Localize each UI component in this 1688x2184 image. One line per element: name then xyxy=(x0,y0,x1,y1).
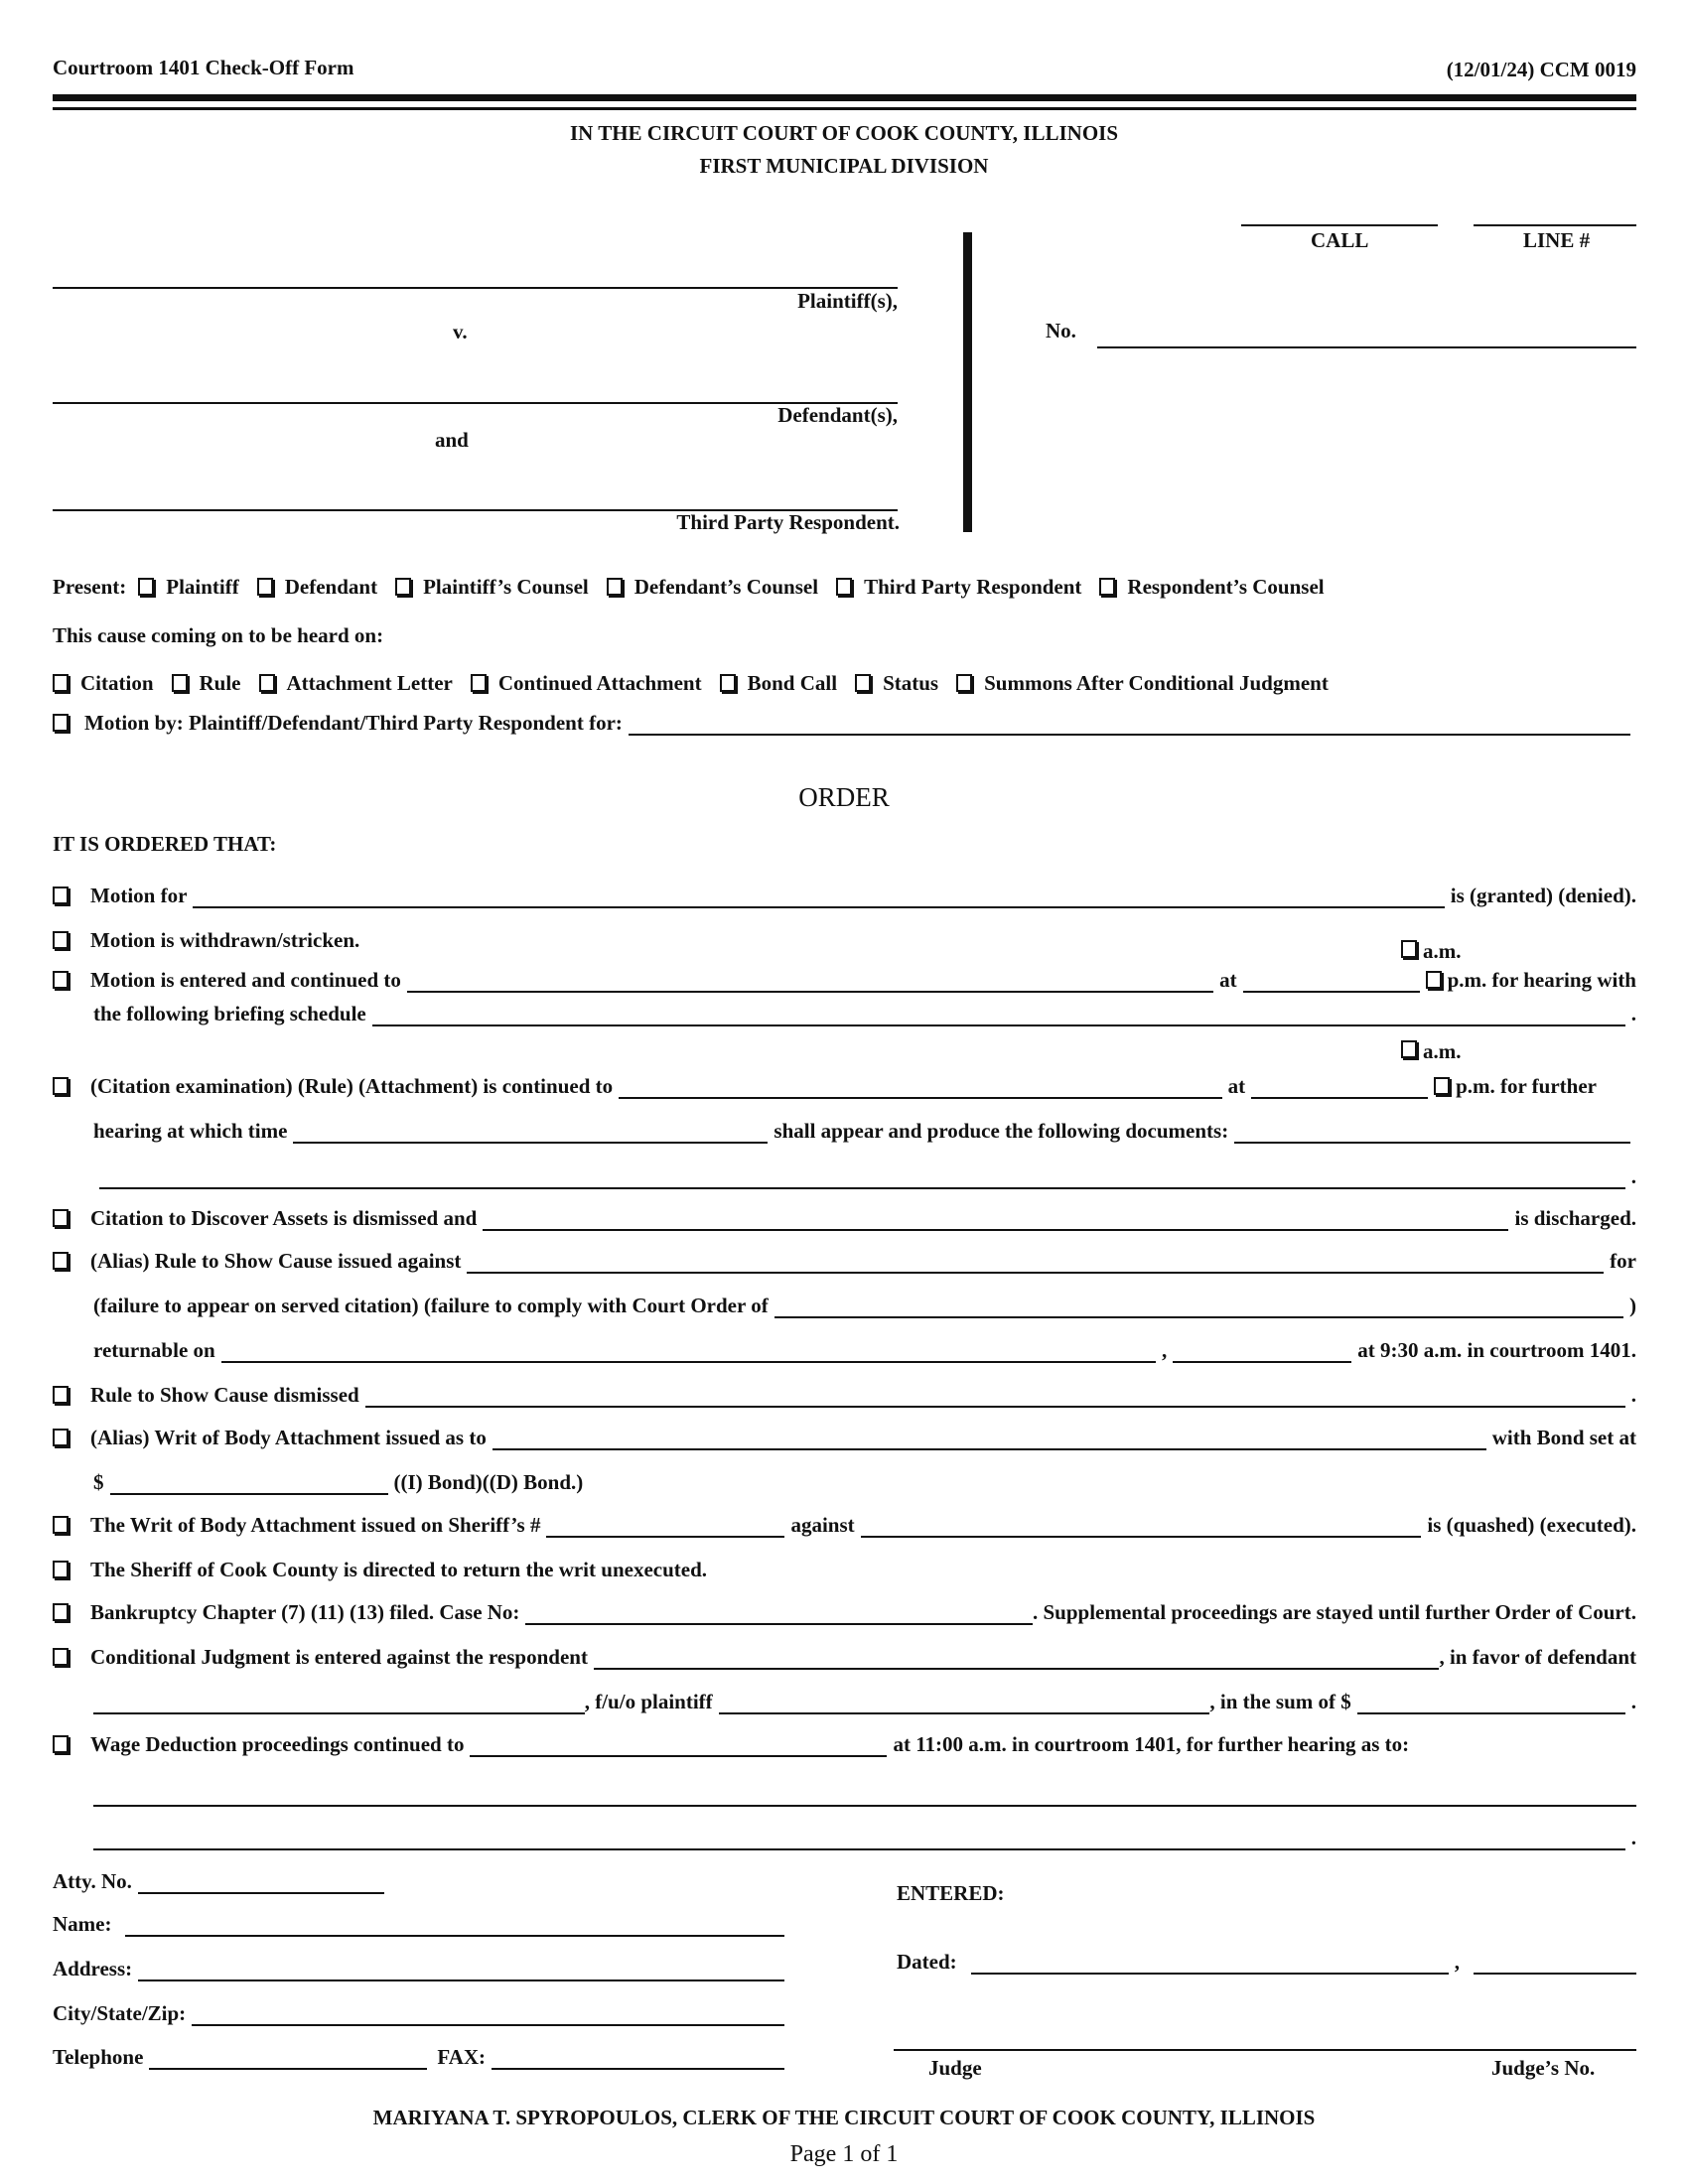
court-name: IN THE CIRCUIT COURT OF COOK COUNTY, ILLINOIS xyxy=(570,121,1118,145)
call-label: CALL xyxy=(1311,228,1369,252)
rule-dismissed-row: Rule to Show Cause dismissed . xyxy=(53,1380,1636,1408)
motion-for-row: Motion for is (granted) (denied). xyxy=(53,881,1636,908)
checkbox[interactable] xyxy=(53,1561,69,1578)
form-code: (12/01/24) CCM 0019 xyxy=(1446,58,1636,81)
continued-time-field[interactable] xyxy=(1243,969,1420,993)
wage-date-field[interactable] xyxy=(470,1733,887,1757)
dated-row: Dated: , xyxy=(897,1947,1636,1975)
checkbox[interactable] xyxy=(53,1429,69,1446)
cause-summons[interactable]: Summons After Conditional Judgment xyxy=(956,671,1329,696)
cause-citation[interactable]: Citation xyxy=(53,671,154,696)
present-defendant[interactable]: Defendant xyxy=(257,575,377,600)
clerk-name: MARIYANA T. SPYROPOULOS, CLERK OF THE CIRCUIT COURT OF COOK COUNTY, ILLINOIS xyxy=(372,2106,1316,2129)
withdrawn-row: Motion is withdrawn/stricken. xyxy=(53,925,1636,953)
third-party-label: Third Party Respondent. xyxy=(676,510,900,534)
writ-against-field[interactable] xyxy=(861,1514,1422,1538)
bankruptcy-case-field[interactable] xyxy=(525,1601,1033,1625)
checkbox[interactable] xyxy=(1401,1040,1417,1058)
judge-label: Judge xyxy=(928,2056,982,2080)
name-field[interactable] xyxy=(125,1913,784,1937)
cause-status[interactable]: Status xyxy=(855,671,938,696)
call-field[interactable] xyxy=(1241,224,1438,226)
fax-field[interactable] xyxy=(492,2046,784,2070)
checkbox[interactable] xyxy=(53,1209,69,1227)
hearing-time-row: hearing at which time shall appear and produce the following documents: xyxy=(93,1116,1636,1144)
cause-attachment-letter[interactable]: Attachment Letter xyxy=(259,671,453,696)
checkbox[interactable] xyxy=(53,1603,69,1621)
sheriff-number-field[interactable] xyxy=(546,1514,784,1538)
citation-date-field[interactable] xyxy=(619,1075,1221,1099)
versus-label: v. xyxy=(453,320,468,343)
returnable-row: returnable on , at 9:30 a.m. in courtroom 1401. xyxy=(93,1338,1636,1362)
checkbox[interactable] xyxy=(259,674,275,692)
and-label: and xyxy=(435,428,469,452)
motion-by-row: Motion by: Plaintiff/Defendant/Third Party Respondent for: xyxy=(53,708,1636,736)
checkbox[interactable] xyxy=(1401,940,1417,958)
returnable-date-field[interactable] xyxy=(221,1339,1156,1363)
line-number-label: LINE # xyxy=(1523,228,1591,252)
motion-continued-row: Motion is entered and continued to at p.m. for hearing with xyxy=(53,965,1636,993)
present-label: Present: xyxy=(53,575,127,599)
wage-hearing-row-2: . xyxy=(93,1823,1636,1850)
rule-dismissed-field[interactable] xyxy=(365,1384,1625,1408)
checkbox[interactable] xyxy=(53,1077,69,1095)
checkbox[interactable] xyxy=(138,578,154,596)
documents-row-2: . xyxy=(93,1161,1636,1189)
plaintiff-fuo-field[interactable] xyxy=(719,1691,1210,1714)
briefing-field[interactable] xyxy=(372,1003,1625,1026)
continued-date-field[interactable] xyxy=(407,969,1213,993)
documents-field-2[interactable] xyxy=(99,1165,1625,1189)
dated-field[interactable] xyxy=(971,1951,1449,1975)
present-third-party[interactable]: Third Party Respondent xyxy=(836,575,1081,600)
present-row xyxy=(53,572,1636,600)
telephone-field[interactable] xyxy=(149,2046,427,2070)
rule-against-field[interactable] xyxy=(467,1250,1604,1274)
sum-field[interactable] xyxy=(1357,1691,1625,1714)
present-respondent-counsel[interactable]: Respondent’s Counsel xyxy=(1099,575,1324,600)
judge-signature-field[interactable] xyxy=(894,2049,1636,2051)
writ-issued-row: (Alias) Writ of Body Attachment issued as to with Bond set at xyxy=(53,1423,1636,1450)
motion-by-checkbox[interactable] xyxy=(53,714,69,732)
documents-field[interactable] xyxy=(1234,1120,1630,1144)
motion-by-field[interactable] xyxy=(629,712,1630,736)
checkbox[interactable] xyxy=(53,1735,69,1753)
fuo-row: , f/u/o plaintiff , in the sum of $ . xyxy=(93,1687,1636,1714)
checkbox[interactable] xyxy=(53,1648,69,1666)
checkbox[interactable] xyxy=(607,578,623,596)
citation-continued-row: (Citation examination) (Rule) (Attachment) is continued to at p.m. for further xyxy=(53,1071,1636,1099)
returnable-year-field[interactable] xyxy=(1173,1339,1351,1363)
writ-party-field[interactable] xyxy=(492,1427,1486,1450)
am-option[interactable]: a.m. xyxy=(1401,939,1462,964)
citation-dismissed-row: Citation to Discover Assets is dismissed and is discharged. xyxy=(53,1203,1636,1231)
pm-checkbox[interactable] xyxy=(1426,971,1442,989)
checkbox[interactable] xyxy=(1099,578,1115,596)
caption-divider xyxy=(963,232,972,532)
present-plaintiff[interactable]: Plaintiff xyxy=(138,575,239,600)
am-option[interactable]: a.m. xyxy=(1401,1039,1462,1064)
bond-row: $ ((I) Bond)((D) Bond.) xyxy=(93,1470,584,1494)
form-title: Courtroom 1401 Check-Off Form xyxy=(53,56,354,79)
case-number-label: No. xyxy=(1046,319,1076,342)
atty-no-row: Atty. No. xyxy=(53,1866,390,1894)
failure-row: (failure to appear on served citation) (failure to comply with Court Order of ) xyxy=(93,1294,1636,1317)
checkbox[interactable] xyxy=(855,674,871,692)
defendant-favor-field[interactable] xyxy=(93,1691,585,1714)
cause-options-row xyxy=(53,668,1636,696)
sheriff-return-row: The Sheriff of Cook County is directed to return the writ unexecuted. xyxy=(53,1555,1636,1582)
city-row: City/State/Zip: xyxy=(53,1998,790,2026)
bond-amount-field[interactable] xyxy=(110,1471,388,1495)
pm-checkbox[interactable] xyxy=(1434,1077,1450,1095)
atty-no-field[interactable] xyxy=(138,1870,384,1894)
order-title: ORDER xyxy=(798,782,890,812)
header-rule-thin xyxy=(53,107,1636,110)
checkbox[interactable] xyxy=(395,578,411,596)
plaintiff-field[interactable] xyxy=(53,287,898,289)
court-order-field[interactable] xyxy=(774,1295,1623,1318)
discharged-party-field[interactable] xyxy=(483,1207,1508,1231)
case-number-field[interactable] xyxy=(1097,346,1636,348)
cause-bond-call[interactable]: Bond Call xyxy=(720,671,837,696)
checkbox[interactable] xyxy=(172,674,188,692)
bankruptcy-row: Bankruptcy Chapter (7) (11) (13) filed. Case No: . Supplemental proceedings are stayed until further Order of Court. xyxy=(53,1597,1636,1625)
checkbox[interactable] xyxy=(956,674,972,692)
defendant-field[interactable] xyxy=(53,402,898,404)
defendant-label: Defendant(s), xyxy=(777,403,898,427)
citation-time-field[interactable] xyxy=(1251,1075,1428,1099)
checkbox[interactable] xyxy=(471,674,487,692)
checkbox[interactable] xyxy=(53,1252,69,1270)
address-field[interactable] xyxy=(138,1958,784,1981)
present-defendant-counsel[interactable]: Defendant’s Counsel xyxy=(607,575,818,600)
address-row: Address: xyxy=(53,1954,790,1981)
dated-year-field[interactable] xyxy=(1474,1951,1636,1975)
checkbox[interactable] xyxy=(53,1516,69,1534)
motion-for-field[interactable] xyxy=(193,885,1444,908)
checkbox[interactable] xyxy=(836,578,852,596)
judge-number-label: Judge’s No. xyxy=(1491,2056,1596,2080)
page-number: Page 1 of 1 xyxy=(789,2141,899,2167)
wage-hearing-field-2[interactable] xyxy=(93,1827,1625,1850)
cause-rule[interactable]: Rule xyxy=(172,671,241,696)
court-division: FIRST MUNICIPAL DIVISION xyxy=(699,154,989,178)
checkbox[interactable] xyxy=(53,931,69,949)
alias-rule-row: (Alias) Rule to Show Cause issued against for xyxy=(53,1246,1636,1274)
checkbox[interactable] xyxy=(720,674,736,692)
checkbox[interactable] xyxy=(53,674,69,692)
header-rule-thick xyxy=(53,94,1636,101)
plaintiff-label: Plaintiff(s), xyxy=(797,289,898,313)
checkbox[interactable] xyxy=(53,887,69,904)
checkbox[interactable] xyxy=(257,578,273,596)
city-field[interactable] xyxy=(192,2002,784,2026)
checkbox[interactable] xyxy=(53,971,69,989)
entered-label: ENTERED: xyxy=(897,1881,1005,1905)
person-appear-field[interactable] xyxy=(293,1120,768,1144)
wage-row: Wage Deduction proceedings continued to at 11:00 a.m. in courtroom 1401, for further hearing as to: xyxy=(53,1729,1636,1757)
cause-label: This cause coming on to be heard on: xyxy=(53,623,384,647)
wage-hearing-field[interactable] xyxy=(93,1805,1636,1807)
checkbox[interactable] xyxy=(53,1386,69,1404)
name-row: Name: xyxy=(53,1909,790,1937)
line-number-field[interactable] xyxy=(1474,224,1636,226)
ordered-heading: IT IS ORDERED THAT: xyxy=(53,832,277,856)
writ-sheriff-row: The Writ of Body Attachment issued on Sheriff’s # against is (quashed) (executed). xyxy=(53,1510,1636,1538)
telephone-row: Telephone FAX: xyxy=(53,2042,790,2070)
respondent-field[interactable] xyxy=(594,1646,1440,1670)
cause-continued-attachment[interactable]: Continued Attachment xyxy=(471,671,702,696)
present-plaintiff-counsel[interactable]: Plaintiff’s Counsel xyxy=(395,575,589,600)
briefing-row: the following briefing schedule . xyxy=(93,1002,1636,1025)
conditional-row: Conditional Judgment is entered against the respondent , in favor of defendant xyxy=(53,1642,1636,1670)
